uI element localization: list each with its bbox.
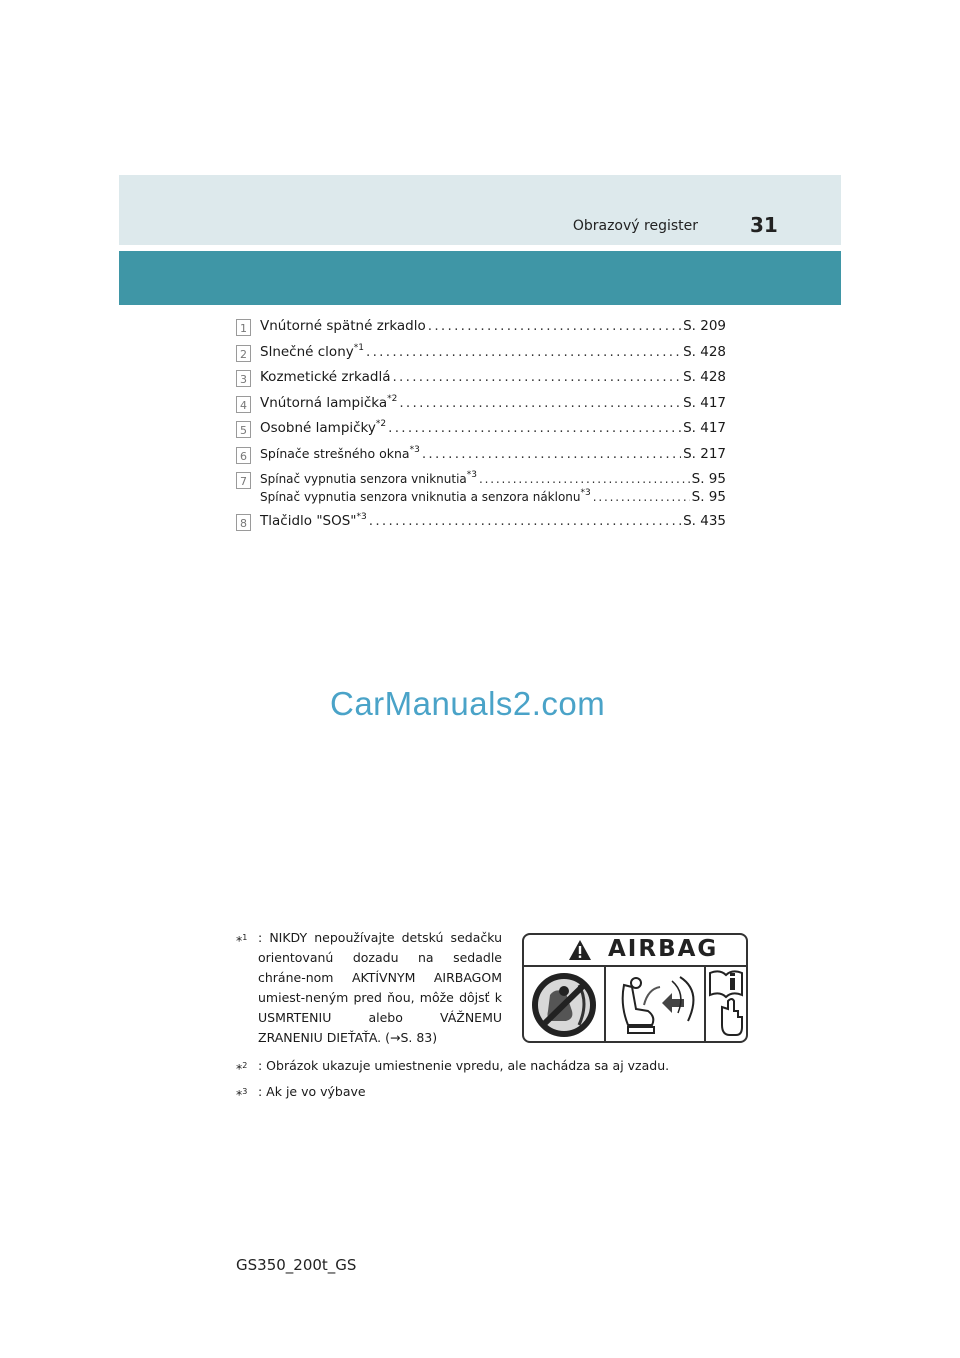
- index-entry[interactable]: [236, 488, 726, 512]
- page-number: 31: [750, 213, 778, 237]
- entry-label: Osobné lampičky$^{*2}$: [260, 419, 387, 436]
- index-entry[interactable]: [236, 394, 726, 420]
- entry-number: 8: [236, 514, 251, 531]
- entry-label: Tlačidlo "SOS"$^{*3}$: [260, 512, 367, 529]
- leader-dots: [366, 344, 681, 360]
- leader-dots: [388, 420, 681, 436]
- entry-label: Vnútorné spätné zrkadlo: [260, 318, 426, 334]
- index-entry[interactable]: [236, 368, 726, 394]
- entry-label: Slnečné clony$^{*1}$: [260, 342, 364, 360]
- header-band: [119, 175, 841, 245]
- airbag-label-text: AIRBAG: [608, 936, 719, 962]
- entry-number: 4: [236, 396, 251, 413]
- warning-triangle-icon: [568, 939, 592, 961]
- leader-dots: [369, 513, 681, 529]
- index-entry[interactable]: [236, 343, 726, 369]
- entry-page-ref[interactable]: S. 209: [683, 318, 726, 334]
- leader-dots: [428, 318, 681, 334]
- leader-dots: [392, 369, 681, 385]
- entry-number: 6: [236, 447, 251, 464]
- airbag-pictograms: [524, 965, 746, 1043]
- footnote-marker: *$^2$: [236, 1061, 248, 1076]
- airbag-deploy-icon: [623, 977, 694, 1033]
- entry-page-ref[interactable]: S. 417: [683, 420, 726, 436]
- entry-number: 3: [236, 370, 251, 387]
- entry-page-ref[interactable]: S. 428: [683, 343, 726, 360]
- footnote-1: [236, 928, 502, 1048]
- section-title: Obrazový register: [572, 218, 698, 234]
- footnote-text: : Obrázok ukazuje umiestnenie vpredu, ale nachádza sa aj vzadu.: [258, 1058, 670, 1073]
- index-entry[interactable]: [236, 512, 726, 538]
- entry-page-ref[interactable]: S. 417: [683, 394, 726, 411]
- read-manual-icon: [710, 971, 742, 1035]
- leader-dots: [479, 472, 690, 486]
- index-entry[interactable]: [236, 445, 726, 471]
- entry-page-ref[interactable]: S. 435: [683, 513, 726, 529]
- footnote-text: : Ak je vo výbave: [258, 1084, 366, 1099]
- entry-label: Kozmetické zrkadlá: [260, 369, 391, 385]
- entry-page-ref[interactable]: S. 95: [691, 471, 726, 487]
- leader-dots: [399, 395, 681, 411]
- footnote-marker: *$^1$: [236, 933, 248, 948]
- footnote-2: [236, 1056, 670, 1076]
- leader-dots: [593, 490, 690, 504]
- entry-label: Spínače strešného okna$^{*3}$: [260, 444, 420, 461]
- index-entries: [236, 317, 726, 538]
- model-code: GS350_200t_GS: [236, 1256, 357, 1274]
- index-entry[interactable]: [236, 317, 726, 343]
- footnote-text: : NIKDY nepoužívajte detskú sedačku orientovanú dozadu na sedadle chráne-nom AKTÍVNYM AIRBAGOM umiest-neným pred ňou, môže dôjsť k USMRTENIU alebo VÁŽNEMU ZRANENIU DIEŤAŤA. (→S. 83): [258, 930, 502, 1045]
- entry-number: 2: [236, 345, 251, 362]
- header-accent-bar: [119, 251, 841, 305]
- entry-number: 7: [236, 472, 251, 489]
- no-rear-facing-child-seat-icon: [535, 976, 593, 1034]
- entry-label: Spínač vypnutia senzora vniknutia$^{*3}$: [260, 470, 477, 486]
- index-entry[interactable]: [236, 419, 726, 445]
- watermark: CarManuals2.com: [330, 685, 606, 722]
- index-entry[interactable]: [236, 470, 726, 488]
- leader-dots: [422, 446, 681, 462]
- footnote-marker: *$^3$: [236, 1087, 248, 1102]
- entry-page-ref[interactable]: S. 428: [683, 369, 726, 385]
- entry-number: 5: [236, 421, 251, 438]
- footnote-3: [236, 1082, 366, 1102]
- entry-page-ref[interactable]: S. 217: [683, 445, 726, 462]
- airbag-label-header: [524, 935, 746, 967]
- entry-number: 1: [236, 319, 251, 336]
- entry-label: Vnútorná lampička$^{*2}$: [260, 393, 398, 411]
- entry-label: Spínač vypnutia senzora vniknutia a senzora náklonu$^{*3}$: [260, 488, 591, 504]
- entry-page-ref[interactable]: S. 95: [691, 489, 726, 505]
- airbag-warning-label: [522, 933, 748, 1043]
